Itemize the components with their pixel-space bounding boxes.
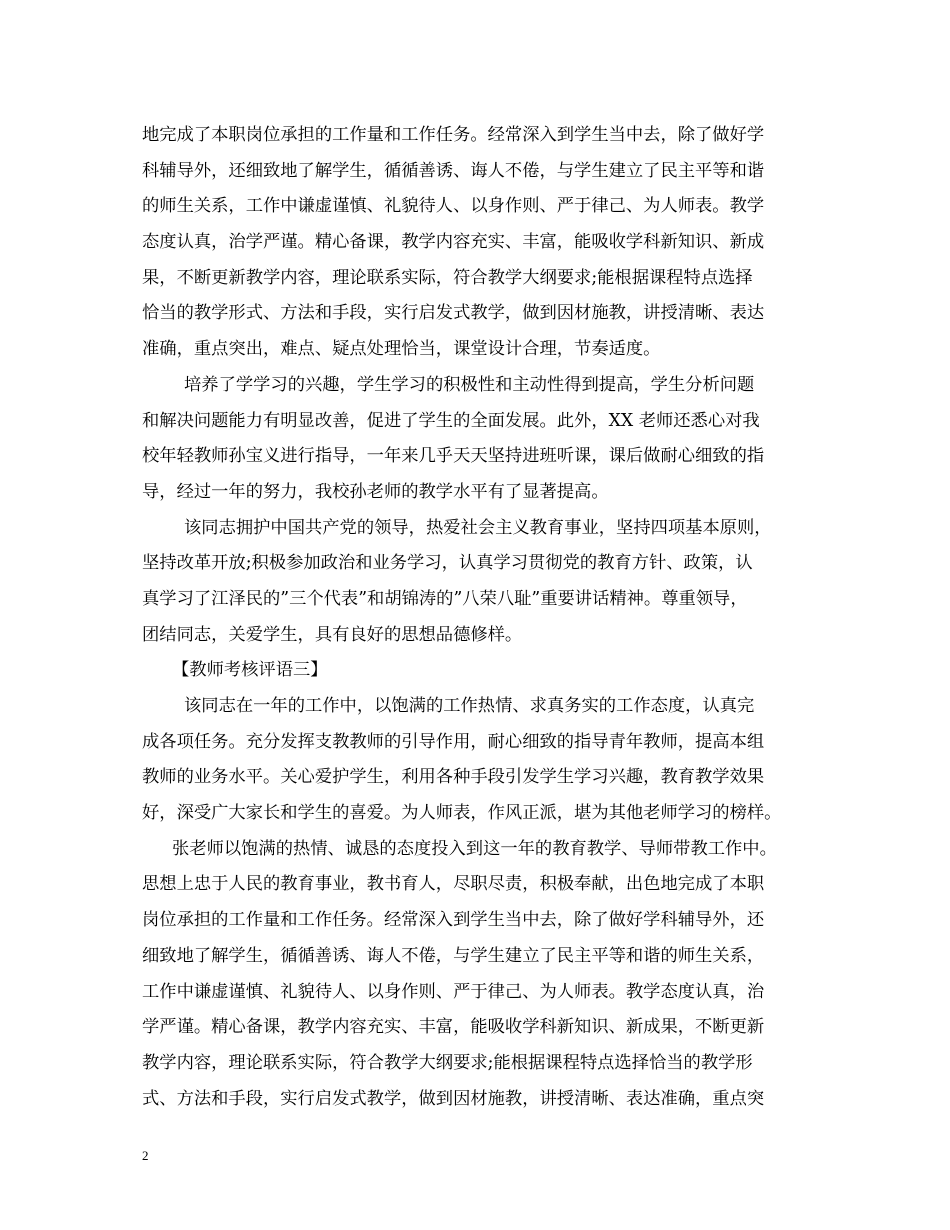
text-line: 细致地了解学生，循循善诱、诲人不倦，与学生建立了民主平等和谐的师生关系，: [142, 945, 765, 966]
text-line: 好，深受广大家长和学生的喜爱。为人师表，作风正派，堪为其他老师学习的榜样。: [142, 803, 782, 824]
text-line: 成各项任务。充分发挥支教教师的引导作用，耐心细致的指导青年教师，提高本组: [142, 731, 765, 752]
text-line: 地完成了本职岗位承担的工作量和工作任务。经常深入到学生当中去，除了做好学: [142, 125, 765, 145]
section-heading: 【教师考核评语三】: [172, 660, 328, 681]
text-line: 的师生关系，工作中谦虚谨慎、礼貌待人、以身作则、严于律己、为人师表。教学: [142, 196, 765, 217]
text-line: 式、方法和手段，实行启发式教学，做到因材施教，讲授清晰、表达准确，重点突: [142, 1088, 765, 1109]
paragraph-start-line: 培养了学学习的兴趣，学生学习的积极性和主动性得到提高，学生分析问题: [184, 374, 755, 395]
text-line: 果，不断更新教学内容，理论联系实际，符合教学大纲要求;能根据课程特点选择: [142, 267, 753, 288]
text-line: 思想上忠于人民的教育事业，教书育人，尽职尽责，积极奉献，出色地完成了本职: [142, 874, 765, 895]
text-line: 工作中谦虚谨慎、礼貌待人、以身作则、严于律己、为人师表。教学态度认真，治: [142, 981, 765, 1002]
text-line: 团结同志，关爱学生，具有良好的思想品德修样。: [142, 624, 523, 645]
paragraph-start-line: 该同志拥护中国共产党的领导，热爱社会主义教育事业，坚持四项基本原则，: [184, 517, 772, 538]
text-line: 和解决问题能力有明显改善，促进了学生的全面发展。此外，XX 老师还悉心对我: [142, 410, 760, 431]
text-line: 真学习了江泽民的”三个代表”和胡锦涛的”八荣八耻”重要讲话精神。尊重领导，: [142, 588, 748, 609]
text-line: 校年轻教师孙宝义进行指导，一年来几乎天天坚持进班听课，课后做耐心细致的指: [142, 446, 765, 467]
text-line: 坚持改革开放;积极参加政治和业务学习，认真学习贯彻党的教育方针、政策，认: [142, 553, 753, 574]
page-number: 2: [142, 1148, 149, 1163]
text-line: 恰当的教学形式、方法和手段，实行启发式教学，做到因材施教，讲授清晰、表达: [142, 303, 765, 324]
text-line: 准确，重点突出，难点、疑点处理恰当，课堂设计合理，节奏适度。: [142, 339, 661, 360]
paragraph-start-line: 张老师以饱满的热情、诚恳的态度投入到这一年的教育教学、导师带教工作中。: [172, 838, 777, 859]
text-line: 学严谨。精心备课，教学内容充实、丰富，能吸收学科新知识、新成果，不断更新: [142, 1017, 765, 1038]
text-line: 态度认真，治学严谨。精心备课，教学内容充实、丰富，能吸收学科新知识、新成: [142, 232, 765, 253]
text-line: 科辅导外，还细致地了解学生，循循善诱、诲人不倦，与学生建立了民主平等和谐: [142, 160, 765, 181]
paragraph-start-line: 该同志在一年的工作中，以饱满的工作热情、求真务实的工作态度，认真完: [184, 696, 755, 716]
text-line: 教师的业务水平。关心爱护学生，利用各种手段引发学生学习兴趣，教育教学效果: [142, 767, 765, 788]
text-line: 岗位承担的工作量和工作任务。经常深入到学生当中去，除了做好学科辅导外，还: [142, 910, 765, 931]
text-line: 教学内容，理论联系实际，符合教学大纲要求;能根据课程特点选择恰当的教学形: [142, 1052, 753, 1073]
body-text: [142, 118, 832, 1117]
text-line: 导，经过一年的努力，我校孙老师的教学水平有了显著提高。: [142, 481, 609, 502]
